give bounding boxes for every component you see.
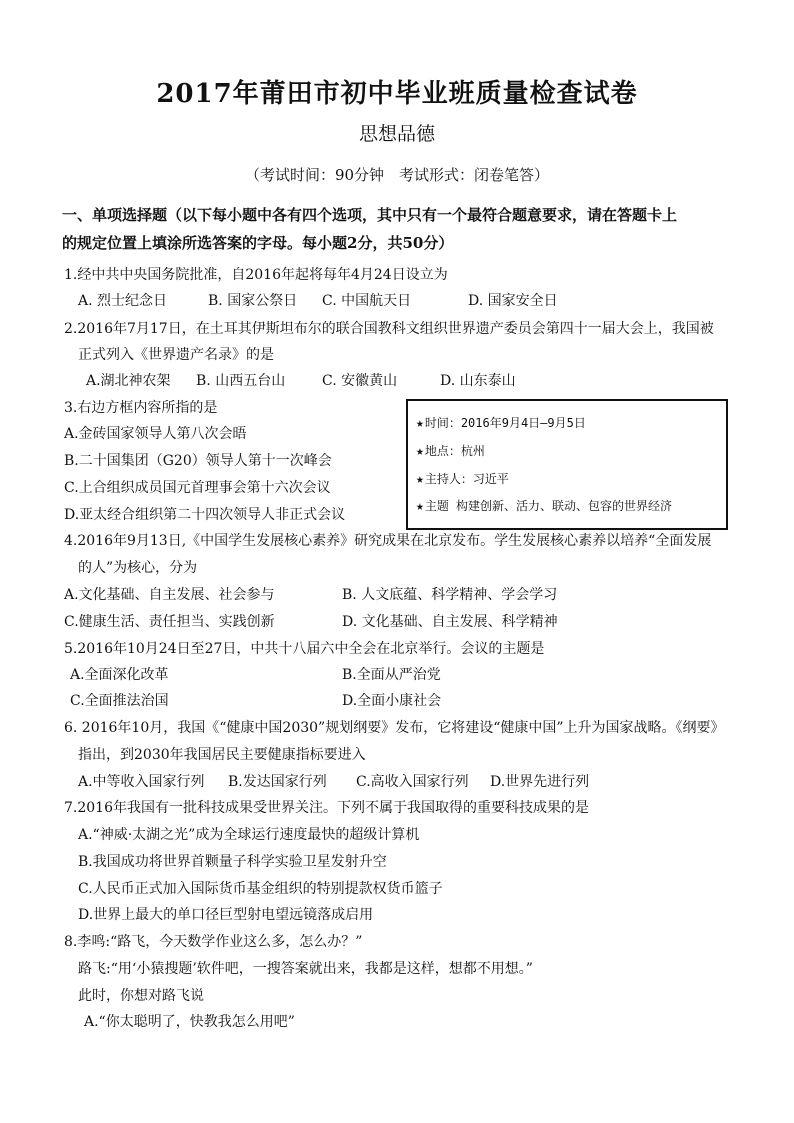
question-4-stem-line2: 的人”为核心，分为: [78, 560, 198, 576]
section-heading-line1: 一、单项选择题（以下每小题中各有四个选项，其中只有一个最符合题意要求，请在答题卡上: [62, 206, 678, 224]
question-4-option-b: B. 人文底蕴、科学精神、学会学习: [342, 587, 558, 603]
question-1-stem: 1.经中共中央国务院批准，自2016年起将每年4月24日设立为: [64, 267, 448, 283]
question-8-option-a: A.“你太聪明了，快教我怎么用吧”: [84, 1014, 295, 1030]
question-1-option-c: C. 中国航天日: [322, 293, 412, 309]
question-6-stem-line2: 指出，到2030年我国居民主要健康指标要进入: [78, 747, 366, 763]
exam-info: （考试时间：90分钟 考试形式：闭卷笔答）: [244, 166, 550, 184]
page-title: 2017年莆田市初中毕业班质量检查试卷: [156, 79, 638, 109]
info-box-theme: [416, 498, 672, 515]
question-4-option-d: D. 文化基础、自主发展、科学精神: [342, 614, 558, 630]
question-2-stem-line1: 2.2016年7月17日，在土耳其伊斯坦布尔的联合国教科文组织世界遗产委员会第四十一届大会上，我国被: [64, 321, 714, 337]
question-3-stem: 3.右边方框内容所指的是: [64, 400, 218, 416]
star-icon: ★: [416, 499, 424, 514]
question-5-option-d: D.全面小康社会: [342, 693, 442, 709]
question-8-stem-line3: 此时，你想对路飞说: [78, 988, 204, 1004]
question-8-stem-line1: 8.李鸣:“路飞，今天数学作业这么多，怎么办？”: [64, 934, 363, 950]
question-2-option-a: A.湖北神农架: [86, 373, 171, 389]
question-2-option-c: C. 安徽黄山: [322, 373, 398, 389]
section-heading-line2: 的规定位置上填涂所选答案的字母。每小题2分，共50分）: [62, 234, 454, 252]
question-8-stem-line2: 路飞:“用‘小猿搜题’软件吧，一搜答案就出来，我都是这样，想都不用想。”: [78, 961, 533, 977]
info-box-host-text: 主持人：习近平: [424, 472, 509, 486]
question-7-option-a: A.“神威·太湖之光”成为全球运行速度最快的超级计算机: [78, 827, 420, 843]
question-1-option-b: B. 国家公祭日: [208, 293, 298, 309]
star-icon: ★: [416, 444, 424, 459]
info-box-theme-text: 主题 构建创新、活力、联动、包容的世界经济: [424, 499, 673, 513]
question-7-option-c: C.人民币正式加入国际货币基金组织的特别提款权货币篮子: [78, 881, 443, 897]
info-box-host: [416, 471, 509, 488]
info-box-time: [416, 415, 586, 432]
question-3-option-d: D.亚太经合组织第二十四次领导人非正式会议: [64, 507, 346, 523]
question-6-option-d: D.世界先进行列: [490, 774, 590, 790]
question-4-stem-line1: 4.2016年9月13日,《中国学生发展核心素养》研究成果在北京发布。学生发展核心素养以培养“全面发展: [64, 533, 712, 549]
question-5-stem: 5.2016年10月24日至27日，中共十八届六中全会在北京举行。会议的主题是: [64, 641, 545, 657]
question-7-stem: 7.2016年我国有一批科技成果受世界关注。下列不属于我国取得的重要科技成果的是: [64, 800, 589, 816]
subject-title: 思想品德: [358, 123, 435, 145]
star-icon: ★: [416, 472, 424, 487]
question-7-option-b: B.我国成功将世界首颗量子科学实验卫星发射升空: [78, 854, 387, 870]
question-7-option-d: D.世界上最大的单口径巨型射电望远镜落成启用: [78, 907, 374, 923]
question-2-option-d: D. 山东泰山: [440, 373, 516, 389]
question-1-option-d: D. 国家安全日: [468, 293, 558, 309]
question-4-option-c: C.健康生活、责任担当、实践创新: [64, 614, 275, 630]
question-1-option-a: A. 烈士纪念日: [78, 293, 168, 309]
question-5-option-a: A.全面深化改革: [70, 667, 169, 683]
info-box-time-text: 时间：2016年9月4日—9月5日: [424, 416, 586, 430]
question-6-option-c: C.高收入国家行列: [356, 774, 469, 790]
question-5-option-c: C.全面推法治国: [70, 693, 169, 709]
star-icon: ★: [416, 416, 424, 431]
question-3-option-c: C.上合组织成员国元首理事会第十六次会议: [64, 480, 331, 496]
question-3-info-box: [406, 399, 728, 530]
question-5-option-b: B.全面从严治党: [342, 667, 441, 683]
question-2-option-b: B. 山西五台山: [196, 373, 286, 389]
info-box-place: [416, 443, 485, 460]
question-2-stem-line2: 正式列入《世界遗产名录》的是: [78, 347, 274, 363]
question-4-option-a: A.文化基础、自主发展、社会参与: [64, 587, 275, 603]
question-6-option-b: B.发达国家行列: [228, 774, 327, 790]
info-box-place-text: 地点：杭州: [424, 444, 485, 458]
question-3-option-a: A.金砖国家领导人第八次会晤: [64, 426, 247, 442]
question-6-option-a: A.中等收入国家行列: [78, 774, 205, 790]
question-6-stem-line1: 6. 2016年10月，我国《“健康中国2030”规划纲要》发布，它将建设“健康中国”上升为国家战略。《纲要》: [64, 720, 725, 736]
question-3-option-b: B.二十国集团（G20）领导人第十一次峰会: [64, 453, 332, 469]
